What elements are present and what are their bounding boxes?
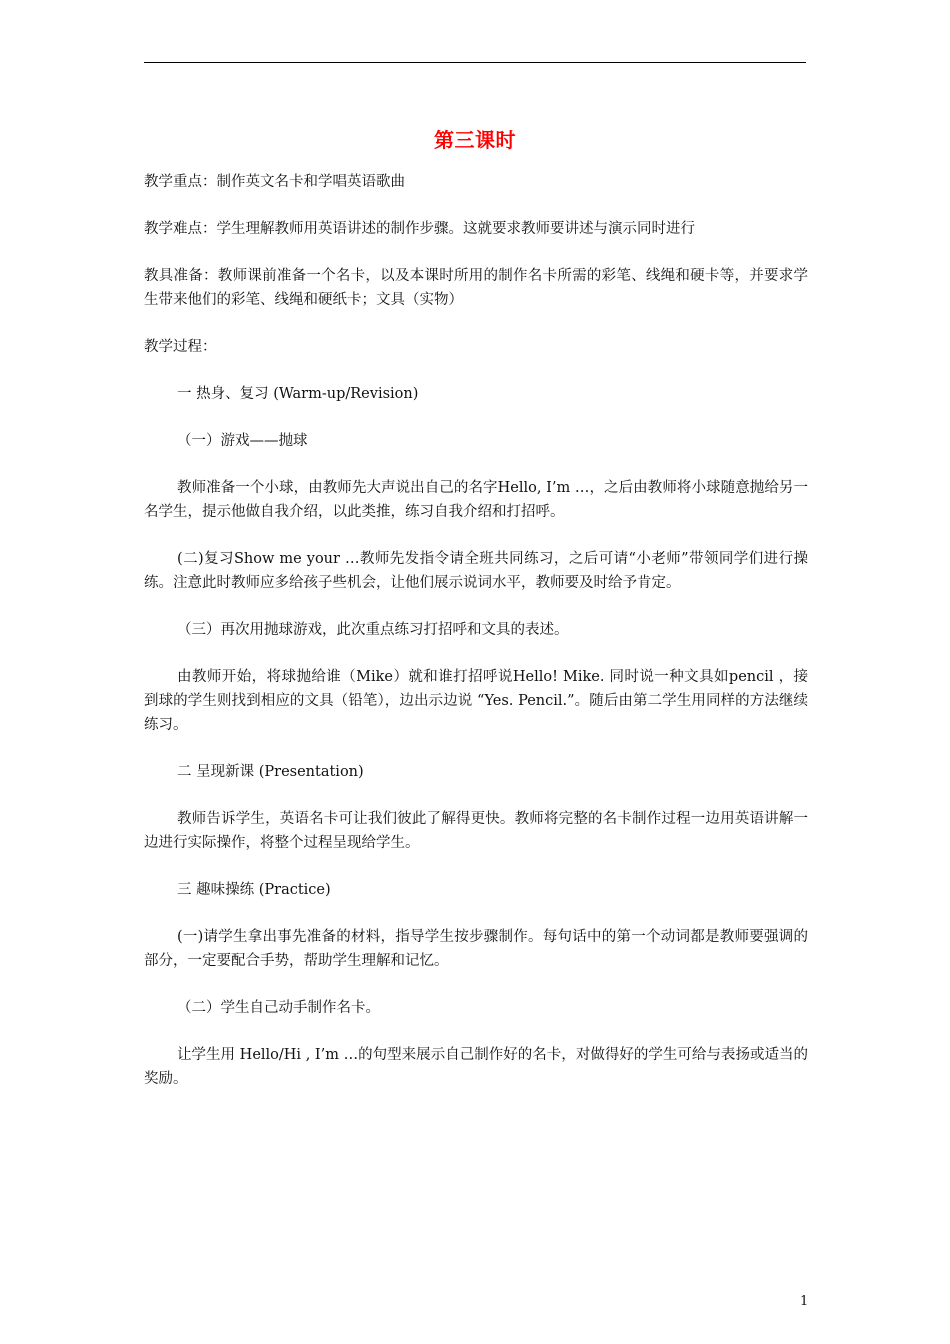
paragraph-presentation: 教师告诉学生，英语名卡可让我们彼此了解得更快。教师将完整的名卡制作过程一边用英语讲解一边进行实际操作，将整个过程呈现给学生。 <box>144 811 808 851</box>
section-presentation-heading: 二 呈现新课 (Presentation) <box>177 764 364 780</box>
lesson-title: 第三课时 <box>434 128 516 152</box>
paragraph-show-me-review: (二)复习Show me your …教师先发指令请全班共同练习，之后可请“小老师”带领同学们进行操练。注意此时教师应多给孩子些机会，让他们展示说词水平，教师要及时给予肯定。 <box>144 551 808 591</box>
teaching-process-heading: 教学过程： <box>144 339 217 355</box>
subsection-game-heading: （一）游戏——抛球 <box>177 433 308 449</box>
subsection-repeat-game: （三）再次用抛球游戏，此次重点练习打招呼和文具的表述。 <box>177 622 569 638</box>
teaching-difficulty: 教学难点：学生理解教师用英语讲述的制作步骤。这就要求教师要讲述与演示同时进行 <box>144 221 695 237</box>
section-warmup-heading: 一 热身、复习 (Warm-up/Revision) <box>177 386 419 402</box>
paragraph-show-card: 让学生用 Hello/Hi , I’m …的句型来展示自己制作好的名卡，对做得好的学生可给与表扬或适当的奖励。 <box>144 1047 808 1087</box>
paragraph-practice-materials: (一)请学生拿出事先准备的材料，指导学生按步骤制作。每句话中的第一个动词都是教师要强调的部分，一定要配合手势，帮助学生理解和记忆。 <box>144 929 808 969</box>
paragraph-ball-game: 教师准备一个小球，由教师先大声说出自己的名字Hello, I’m …，之后由教师将小球随意抛给另一名学生，提示他做自我介绍，以此类推，练习自我介绍和打招呼。 <box>144 480 808 520</box>
teaching-focus: 教学重点：制作英文名卡和学唱英语歌曲 <box>144 174 405 190</box>
section-practice-heading: 三 趣味操练 (Practice) <box>177 882 331 898</box>
document-body <box>144 170 808 1114</box>
page-number: 1 <box>800 1294 809 1309</box>
header-rule <box>144 62 806 63</box>
subsection-make-card: （二）学生自己动手制作名卡。 <box>177 1000 380 1016</box>
teaching-materials: 教具准备：教师课前准备一个名卡，以及本课时所用的制作名卡所需的彩笔、线绳和硬卡等，并要求学生带来他们的彩笔、线绳和硬纸卡；文具（实物） <box>144 268 808 308</box>
paragraph-greeting-practice: 由教师开始，将球抛给谁（Mike）就和谁打招呼说Hello! Mike. 同时说一种文具如pencil ，接到球的学生则找到相应的文具（铅笔），边出示边说 “Yes. Pencil.”。随后由第二学生用同样的方法继续练习。 <box>144 669 808 733</box>
